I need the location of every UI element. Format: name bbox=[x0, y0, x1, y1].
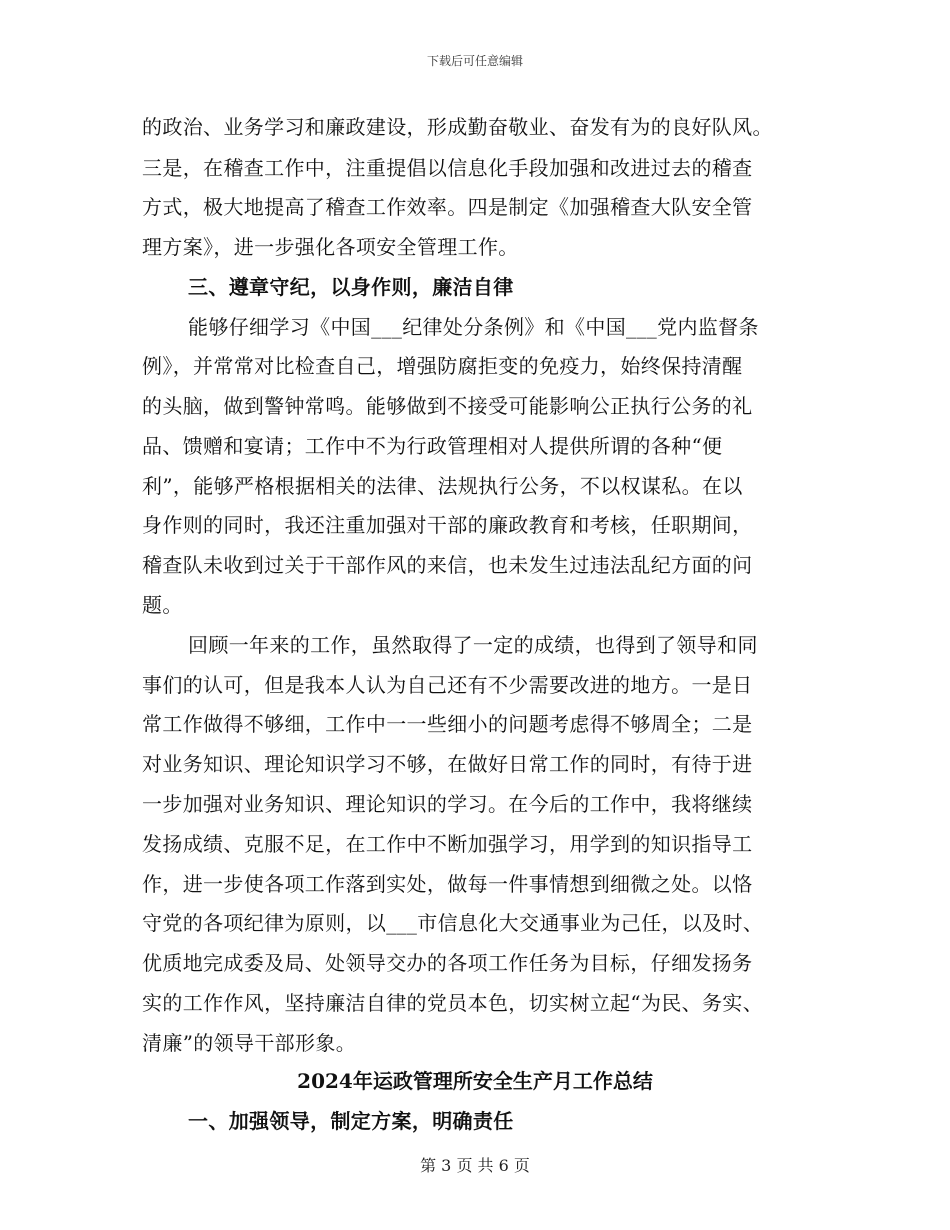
section-heading: 一、加强领导，制定方案，明确责任 bbox=[188, 1109, 514, 1133]
body-line: 的头脑，做到警钟常鸣。能够做到不接受可能影响公正执行公务的礼 bbox=[142, 394, 753, 418]
body-line: 例》，并常常对比检查自己，增强防腐拒变的免疫力，始终保持清醒 bbox=[142, 354, 743, 378]
body-line: 能够仔细学习《中国___纪律处分条例》和《中国___党内监督条 bbox=[188, 315, 759, 339]
body-line: 身作则的同时，我还注重加强对干部的廉政教育和考核，任职期间， bbox=[142, 513, 753, 537]
body-line: 理方案》，进一步强化各项安全管理工作。 bbox=[142, 235, 519, 259]
body-line: 发扬成绩、克服不足，在工作中不断加强学习，用学到的知识指导工 bbox=[142, 832, 753, 856]
body-line: 守党的各项纪律为原则，以___市信息化大交通事业为己任，以及时、 bbox=[142, 911, 764, 935]
body-line: 常工作做得不够细，工作中一一些细小的问题考虑得不够周全；二是 bbox=[142, 712, 753, 736]
body-line: 题。 bbox=[142, 593, 183, 617]
body-line: 品、馈赠和宴请；工作中不为行政管理相对人提供所谓的各种“便 bbox=[142, 434, 723, 458]
page-number: 第 3 页 共 6 页 bbox=[420, 1156, 530, 1175]
body-line: 事们的认可，但是我本人认为自己还有不少需要改进的地方。一是日 bbox=[142, 673, 753, 697]
document-title: 2024年运政管理所安全生产月工作总结 bbox=[297, 1069, 653, 1093]
body-line: 一步加强对业务知识、理论知识的学习。在今后的工作中，我将继续 bbox=[142, 792, 753, 816]
body-line: 对业务知识、理论知识学习不够，在做好日常工作的同时，有待于进 bbox=[142, 752, 753, 776]
body-line: 利”，能够严格根据相关的法律、法规执行公务，不以权谋私。在以 bbox=[142, 474, 743, 498]
section-heading: 三、遵章守纪，以身作则，廉洁自律 bbox=[188, 275, 514, 299]
body-line: 优质地完成委及局、处领导交办的各项工作任务为目标，仔细发扬务 bbox=[142, 951, 753, 975]
body-line: 稽查队未收到过关于干部作风的来信，也未发生过违法乱纪方面的问 bbox=[142, 553, 753, 577]
body-line: 实的工作作风，坚持廉洁自律的党员本色，切实树立起“为民、务实、 bbox=[142, 991, 764, 1015]
body-line: 清廉”的领导干部形象。 bbox=[142, 1031, 357, 1055]
body-line: 三是，在稽查工作中，注重提倡以信息化手段加强和改进过去的稽查 bbox=[142, 156, 753, 180]
body-line: 的政治、业务学习和廉政建设，形成勤奋敬业、奋发有为的良好队风。 bbox=[142, 115, 773, 139]
body-line: 回顾一年来的工作，虽然取得了一定的成绩，也得到了领导和同 bbox=[188, 633, 758, 657]
body-line: 作，进一步使各项工作落到实处，做每一件事情想到细微之处。以恪 bbox=[142, 872, 753, 896]
page-header-note: 下载后可任意编辑 bbox=[426, 54, 523, 68]
body-line: 方式，极大地提高了稽查工作效率。四是制定《加强稽查大队安全管 bbox=[142, 195, 753, 219]
